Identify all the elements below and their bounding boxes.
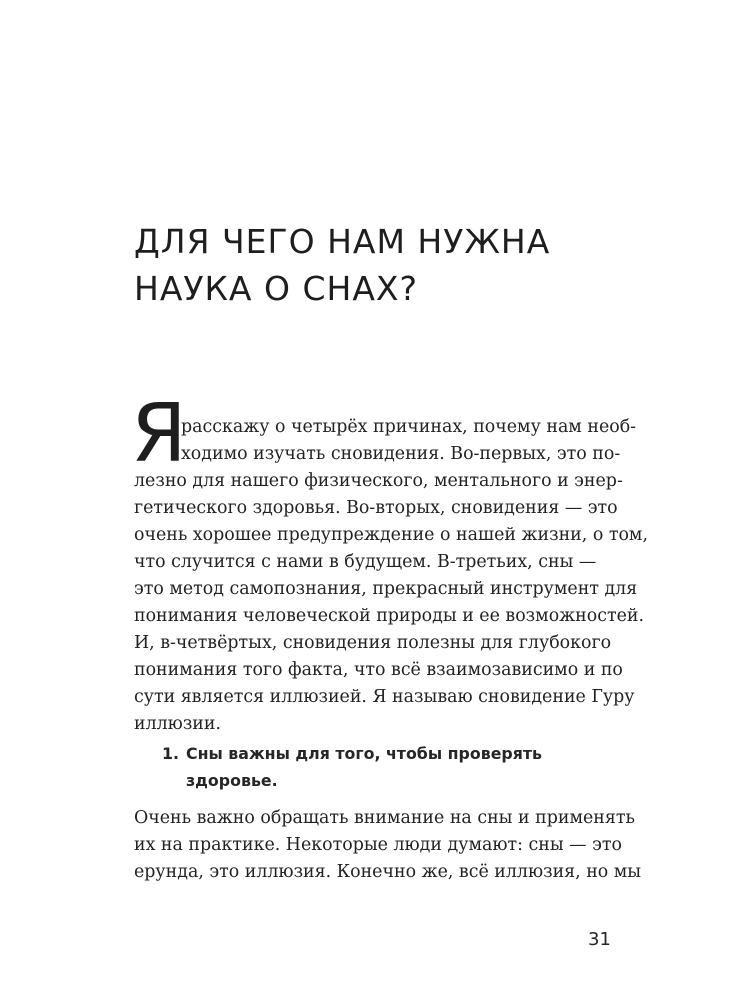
- body-line: ерунда, это иллюзия. Конечно же, всё иллюзия, но мы: [134, 862, 642, 882]
- body-line: ходимо изучать сновидения. Во-первых, это по-: [181, 444, 621, 464]
- body-line: очень хорошее предупреждение о нашей жизни, о том,: [134, 525, 648, 545]
- chapter-title-line: ДЛЯ ЧЕГО НАМ НУЖНА: [134, 222, 551, 261]
- body-line: Очень важно обращать внимание на сны и применять: [134, 808, 635, 828]
- body-line: расскажу о четырёх причинах, почему нам необ-: [181, 417, 637, 437]
- body-line: иллюзии.: [134, 714, 222, 734]
- list-item-line: Сны важны для того, чтобы проверять: [186, 744, 543, 763]
- body-line: сути является иллюзией. Я называю сновидение Гуру: [134, 687, 635, 707]
- body-line: что случится с нами в будущем. В-третьих, сны —: [134, 552, 597, 572]
- body-line: понимания человеческой природы и ее возможностей.: [134, 606, 644, 626]
- body-line: И, в-четвёртых, сновидения полезны для глубокого: [134, 633, 612, 653]
- body-line: понимания того факта, что всё взаимозависимо и по: [134, 660, 623, 680]
- list-item-line: здоровье.: [186, 771, 278, 790]
- page-number: 31: [588, 929, 611, 950]
- drop-cap: Я: [131, 387, 187, 480]
- body-line: их на практике. Некоторые люди думают: сны — это: [134, 835, 622, 855]
- body-line: лезно для нашего физического, ментального и энер-: [134, 471, 623, 491]
- chapter-title: [134, 218, 634, 312]
- chapter-title-line: НАУКА О СНАХ?: [134, 269, 419, 308]
- list-number: 1.: [162, 744, 179, 763]
- body-line: это метод самопознания, прекрасный инструмент для: [134, 579, 638, 599]
- body-line: гетического здоровья. Во-вторых, сновидения — это: [134, 498, 618, 518]
